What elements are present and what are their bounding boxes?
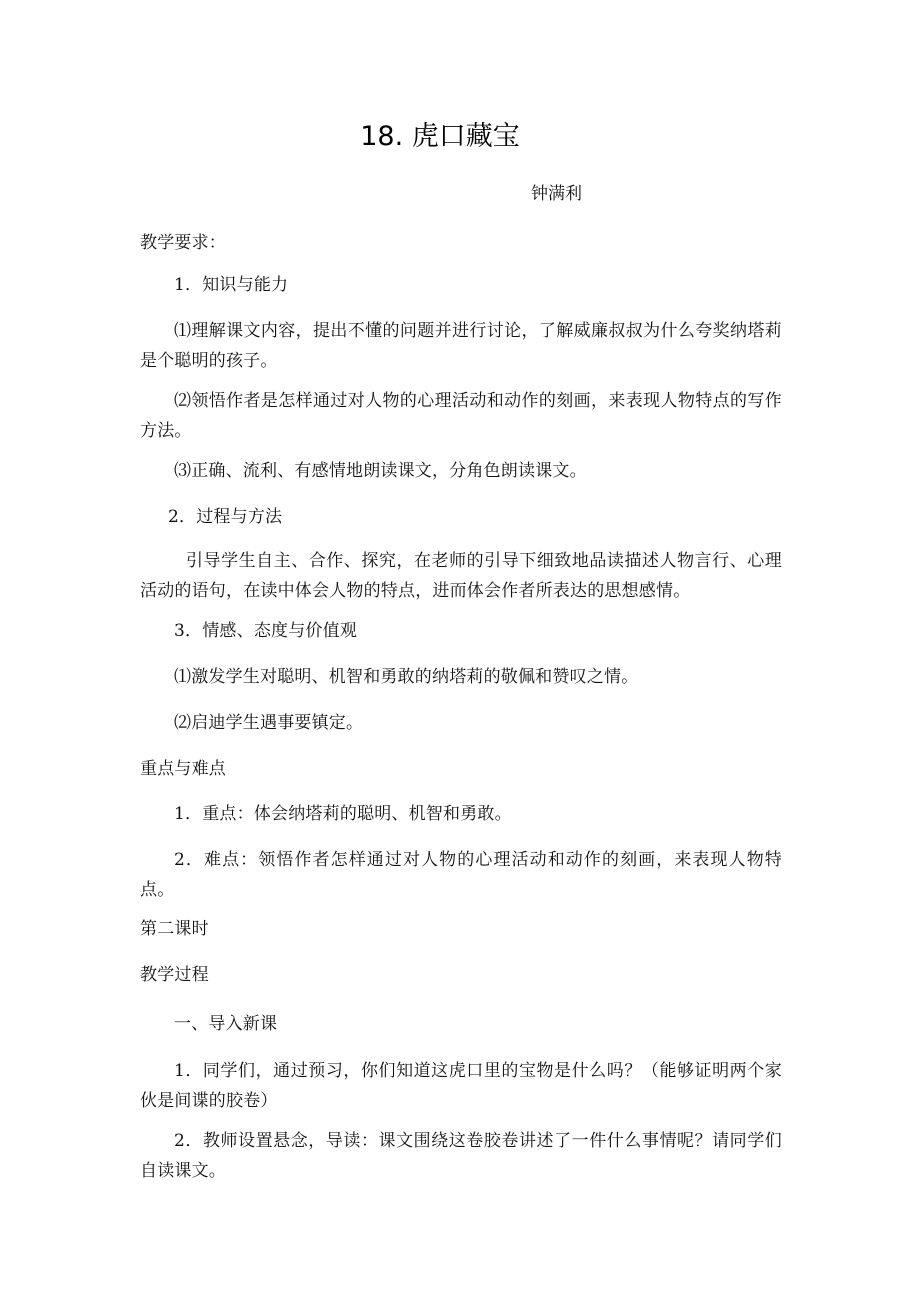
goal-item-3-2: ⑵启迪学生遇事要镇定。 [174, 713, 364, 733]
goal-heading-emotion: 3．情感、态度与价值观 [174, 621, 358, 641]
part-heading-intro: 一、导入新课 [174, 1014, 278, 1034]
goal-heading-process: 2．过程与方法 [168, 507, 283, 527]
goal-item-1-3: ⑶正确、流利、有感情地朗读课文，分角色朗读课文。 [174, 461, 587, 481]
section-heading-key-points: 重点与难点 [140, 759, 226, 779]
goal-item-1-1: ⑴理解课文内容，提出不懂的问题并进行讨论，了解威廉叔叔为什么夸奖纳塔莉是个聪明的孩子。 [140, 321, 782, 371]
section-heading-teaching-requirements: 教学要求： [140, 233, 226, 253]
goal-heading-knowledge: 1．知识与能力 [174, 275, 289, 295]
key-point-1: 1．重点：体会纳塔莉的聪明、机智和勇敢。 [174, 804, 512, 824]
lesson-step-2: 2．教师设置悬念，导读：课文围绕这卷胶卷讲述了一件什么事情呢？请同学们自读课文。 [140, 1131, 782, 1181]
goal-item-1-2: ⑵领悟作者是怎样通过对人物的心理活动和动作的刻画，来表现人物特点的写作方法。 [140, 391, 782, 441]
document-title: 18. 虎口藏宝 [360, 121, 520, 152]
section-heading-process: 教学过程 [140, 965, 209, 985]
key-point-2: 2．难点：领悟作者怎样通过对人物的心理活动和动作的刻画，来表现人物特点。 [140, 850, 782, 900]
author-name: 钟满利 [531, 184, 582, 204]
lesson-step-1: 1．同学们，通过预习，你们知道这虎口里的宝物是什么吗？（能够证明两个家伙是间谍的胶卷） [140, 1061, 782, 1111]
goal-text-process: 引导学生自主、合作、探究，在老师的引导下细致地品读描述人物言行、心理活动的语句，在读中体会人物的特点，进而体会作者所表达的思想感情。 [140, 551, 782, 601]
section-heading-lesson: 第二课时 [140, 919, 209, 939]
goal-item-3-1: ⑴激发学生对聪明、机智和勇敢的纳塔莉的敬佩和赞叹之情。 [174, 667, 639, 687]
